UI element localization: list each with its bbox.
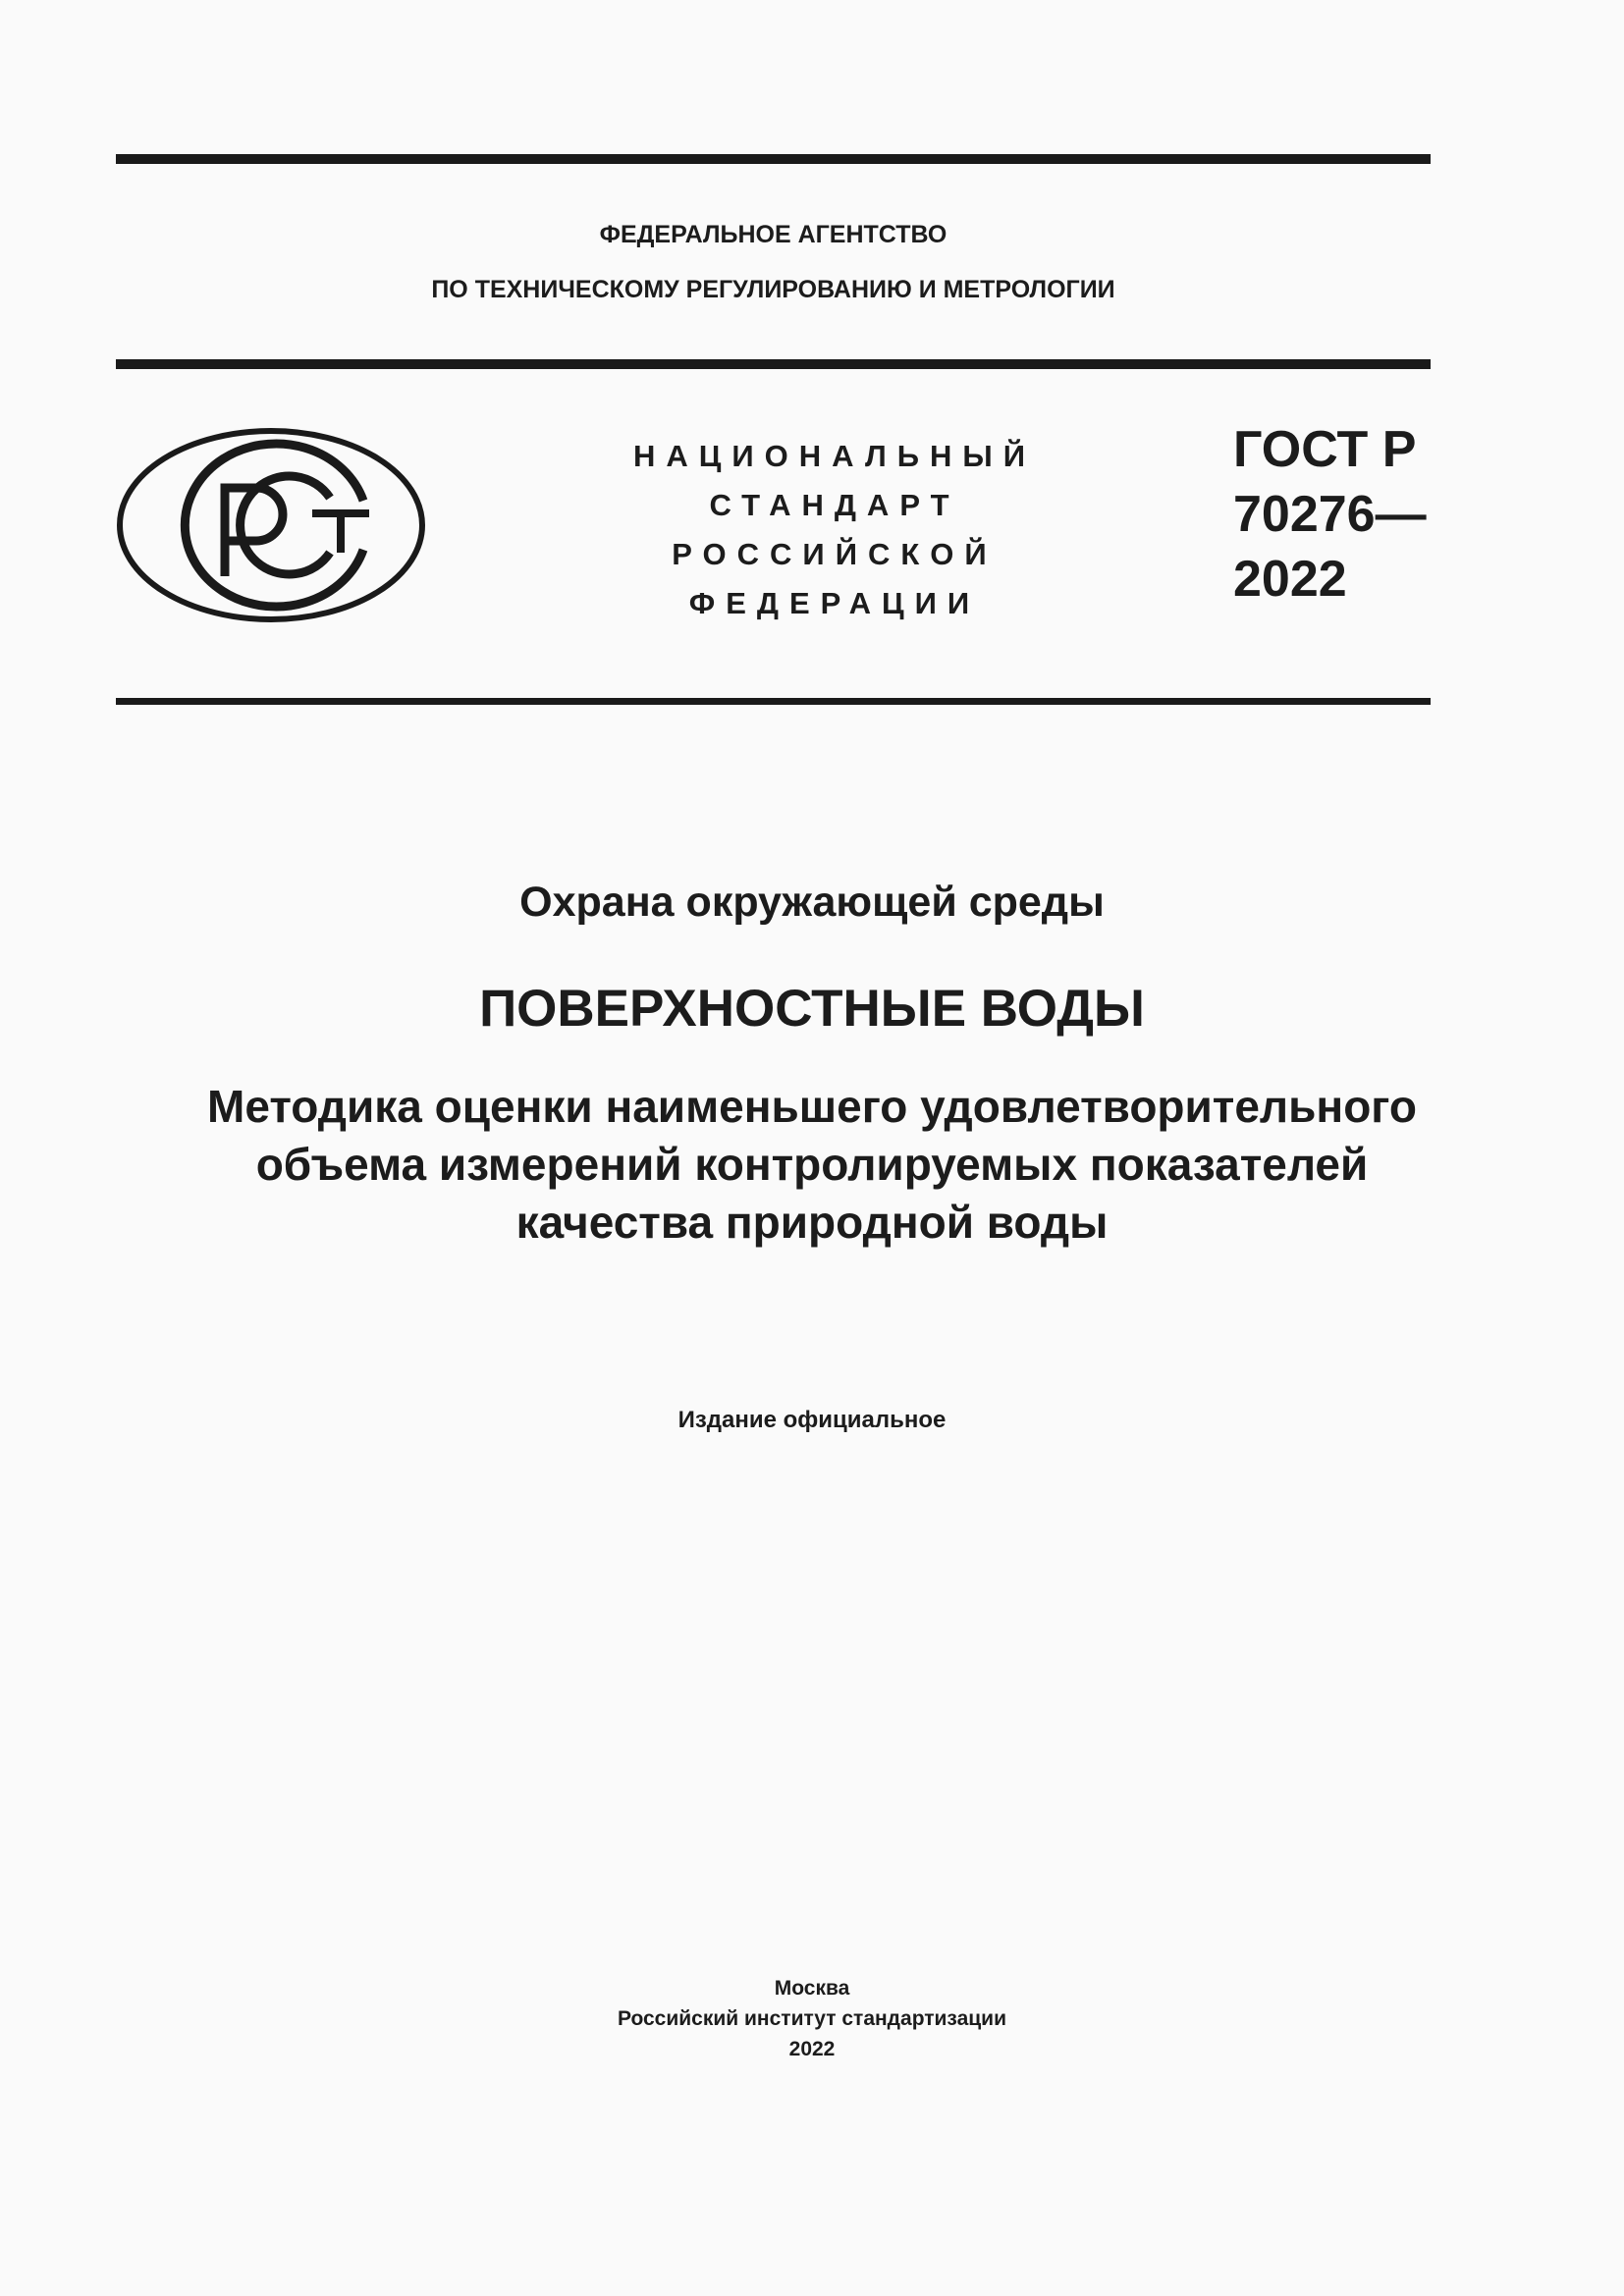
standard-designation xyxy=(1233,417,1427,612)
rst-certification-mark-icon xyxy=(116,427,426,623)
subtitle-line: Методика оценки наименьшего удовлетворительного xyxy=(207,1081,1417,1132)
subtitle-line: объема измерений контролируемых показателей xyxy=(255,1139,1369,1190)
top-rule xyxy=(116,154,1431,164)
publication-year: 2022 xyxy=(788,2038,836,2060)
national-standard-line: РОССИЙСКОЙ xyxy=(672,537,998,571)
national-standard-line: ФЕДЕРАЦИИ xyxy=(688,586,981,620)
header-rule xyxy=(116,359,1431,369)
edition-label: Издание официальное xyxy=(677,1407,947,1433)
publisher-city: Москва xyxy=(774,1977,850,2000)
publisher-name: Российский институт стандартизации xyxy=(617,2007,1007,2030)
designation-line: 2022 xyxy=(1233,551,1347,608)
header-bottom-rule xyxy=(116,698,1431,705)
document-title: ПОВЕРХНОСТНЫЕ ВОДЫ xyxy=(479,980,1145,1038)
national-standard-line: СТАНДАРТ xyxy=(709,488,960,522)
designation-line: ГОСТ Р xyxy=(1233,421,1417,478)
national-standard-line: НАЦИОНАЛЬНЫЙ xyxy=(632,439,1037,473)
publisher-block xyxy=(0,1973,1624,2064)
document-subtitle xyxy=(0,1078,1624,1252)
agency-line-2: ПО ТЕХНИЧЕСКОМУ РЕГУЛИРОВАНИЮ И МЕТРОЛОГИИ xyxy=(431,276,1115,303)
national-standard-label xyxy=(589,432,1080,628)
document-category: Охрана окружающей среды xyxy=(519,879,1105,926)
designation-line: 70276— xyxy=(1233,486,1427,543)
subtitle-line: качества природной воды xyxy=(515,1197,1109,1248)
agency-line-1: ФЕДЕРАЛЬНОЕ АГЕНТСТВО xyxy=(599,221,947,248)
